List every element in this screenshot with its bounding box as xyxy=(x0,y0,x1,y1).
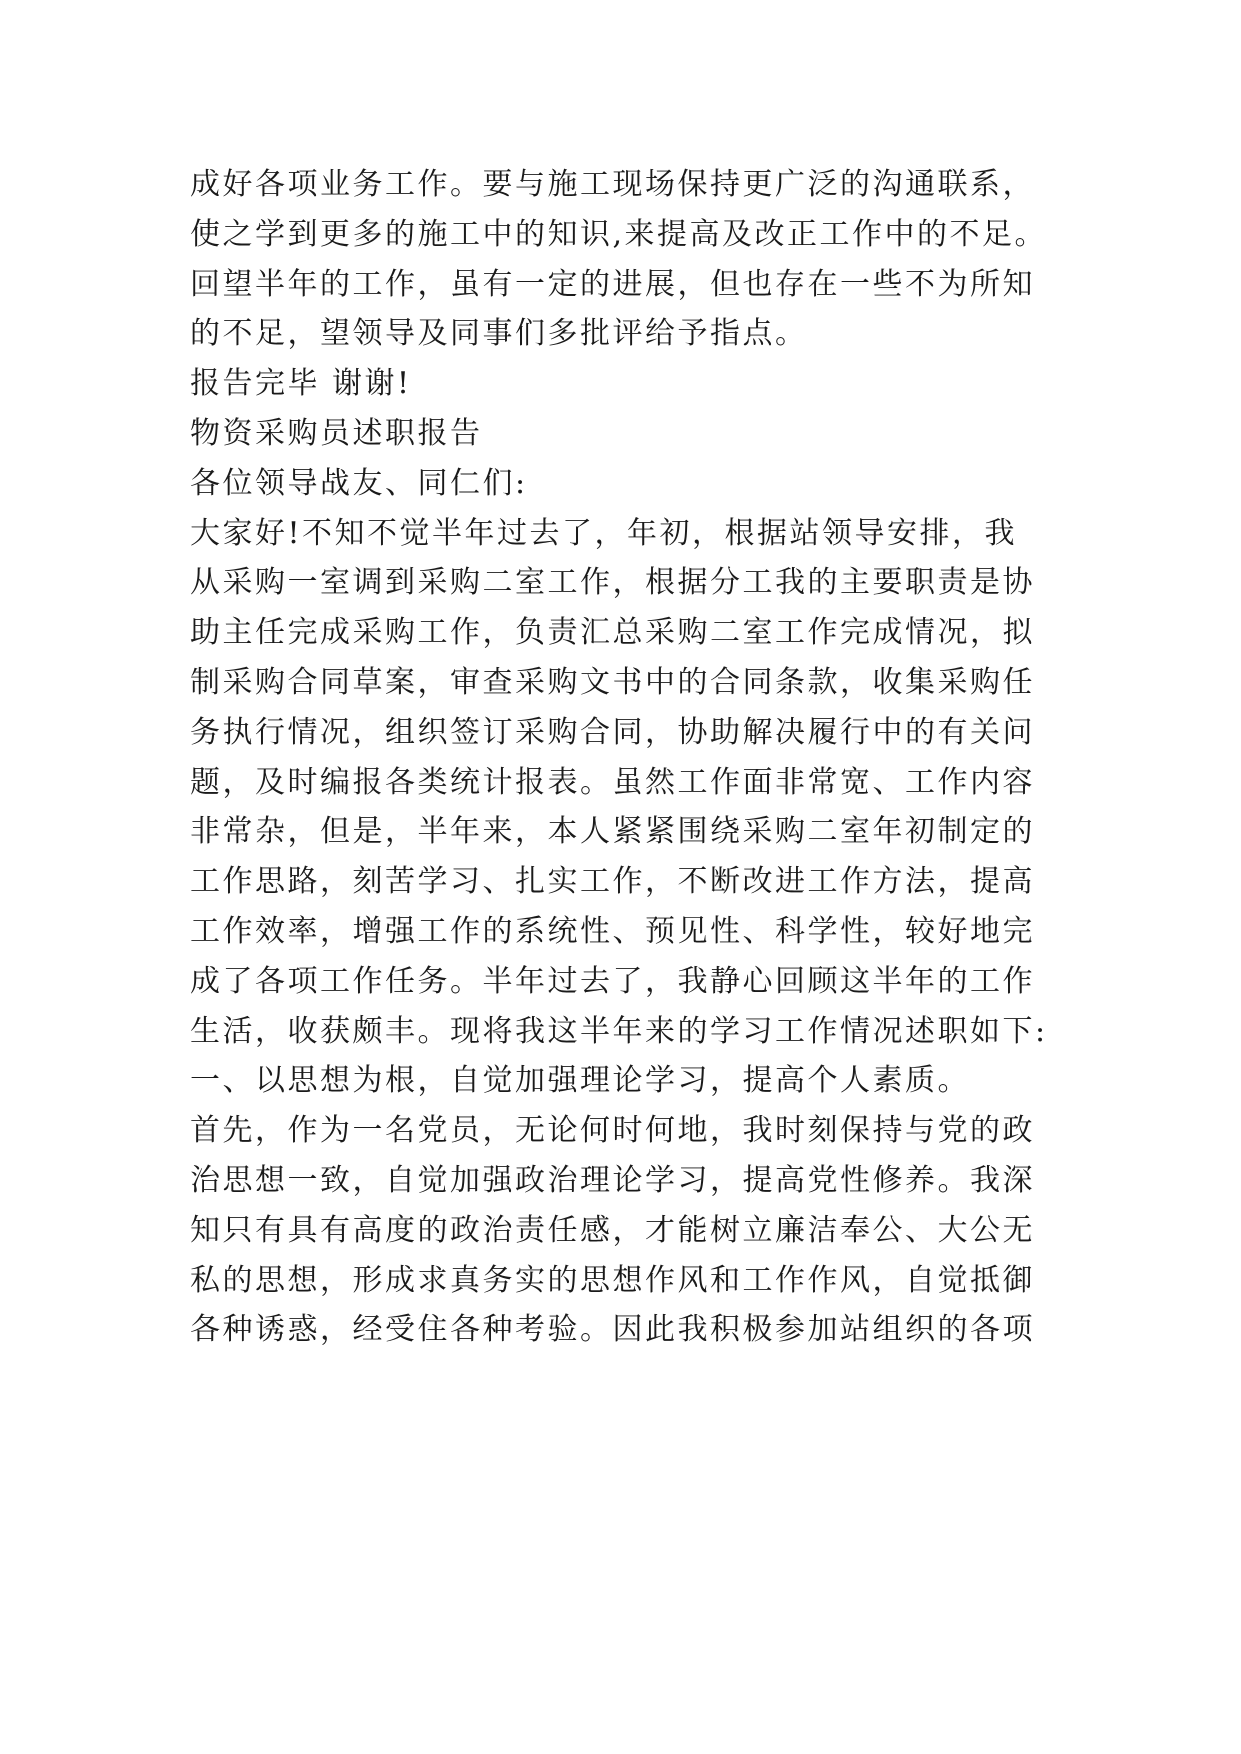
text-line: 务执行情况，组织签订采购合同，协助解决履行中的有关问 xyxy=(190,714,1035,750)
report-title: 物资采购员述职报告 xyxy=(190,415,483,451)
text-line: 回望半年的工作，虽有一定的进展，但也存在一些不为所知 xyxy=(190,266,1035,302)
text-line: 制采购合同草案，审查采购文书中的合同条款，收集采购任 xyxy=(190,664,1035,700)
text-line: 大家好!不知不觉半年过去了，年初，根据站领导安排，我 xyxy=(190,515,1018,551)
text-line: 私的思想，形成求真务实的思想作风和工作作风，自觉抵御 xyxy=(190,1262,1035,1298)
closing-line: 报告完毕 谢谢! xyxy=(190,366,412,402)
document-body xyxy=(190,160,1090,1355)
text-line: 生活，收获颇丰。现将我这半年来的学习工作情况述职如下: xyxy=(190,1013,1048,1049)
text-line: 题，及时编报各类统计报表。虽然工作面非常宽、工作内容 xyxy=(190,764,1035,800)
text-line: 工作思路，刻苦学习、扎实工作，不断改进工作方法，提高 xyxy=(190,864,1035,900)
text-line: 知只有具有高度的政治责任感，才能树立廉洁奉公、大公无 xyxy=(190,1212,1035,1248)
text-line: 各种诱惑，经受住各种考验。因此我积极参加站组织的各项 xyxy=(190,1312,1035,1348)
text-line: 使之学到更多的施工中的知识,来提高及改正工作中的不足。 xyxy=(190,216,1048,252)
text-line: 成了各项工作任务。半年过去了，我静心回顾这半年的工作 xyxy=(190,963,1035,999)
text-line: 治思想一致，自觉加强政治理论学习，提高党性修养。我深 xyxy=(190,1162,1035,1198)
text-line: 首先，作为一名党员，无论何时何地，我时刻保持与党的政 xyxy=(190,1113,1035,1149)
text-line: 成好各项业务工作。要与施工现场保持更广泛的沟通联系， xyxy=(190,167,1035,202)
salutation: 各位领导战友、同仁们: xyxy=(190,465,528,501)
text-line: 从采购一室调到采购二室工作，根据分工我的主要职责是协 xyxy=(190,565,1035,601)
text-line: 非常杂，但是，半年来，本人紧紧围绕采购二室年初制定的 xyxy=(190,814,1035,850)
section-heading: 一、以思想为根，自觉加强理论学习，提高个人素质。 xyxy=(190,1063,970,1099)
text-line: 的不足，望领导及同事们多批评给予指点。 xyxy=(190,316,808,352)
text-line: 工作效率，增强工作的系统性、预见性、科学性，较好地完 xyxy=(190,913,1035,949)
text-line: 助主任完成采购工作，负责汇总采购二室工作完成情况，拟 xyxy=(190,615,1035,651)
